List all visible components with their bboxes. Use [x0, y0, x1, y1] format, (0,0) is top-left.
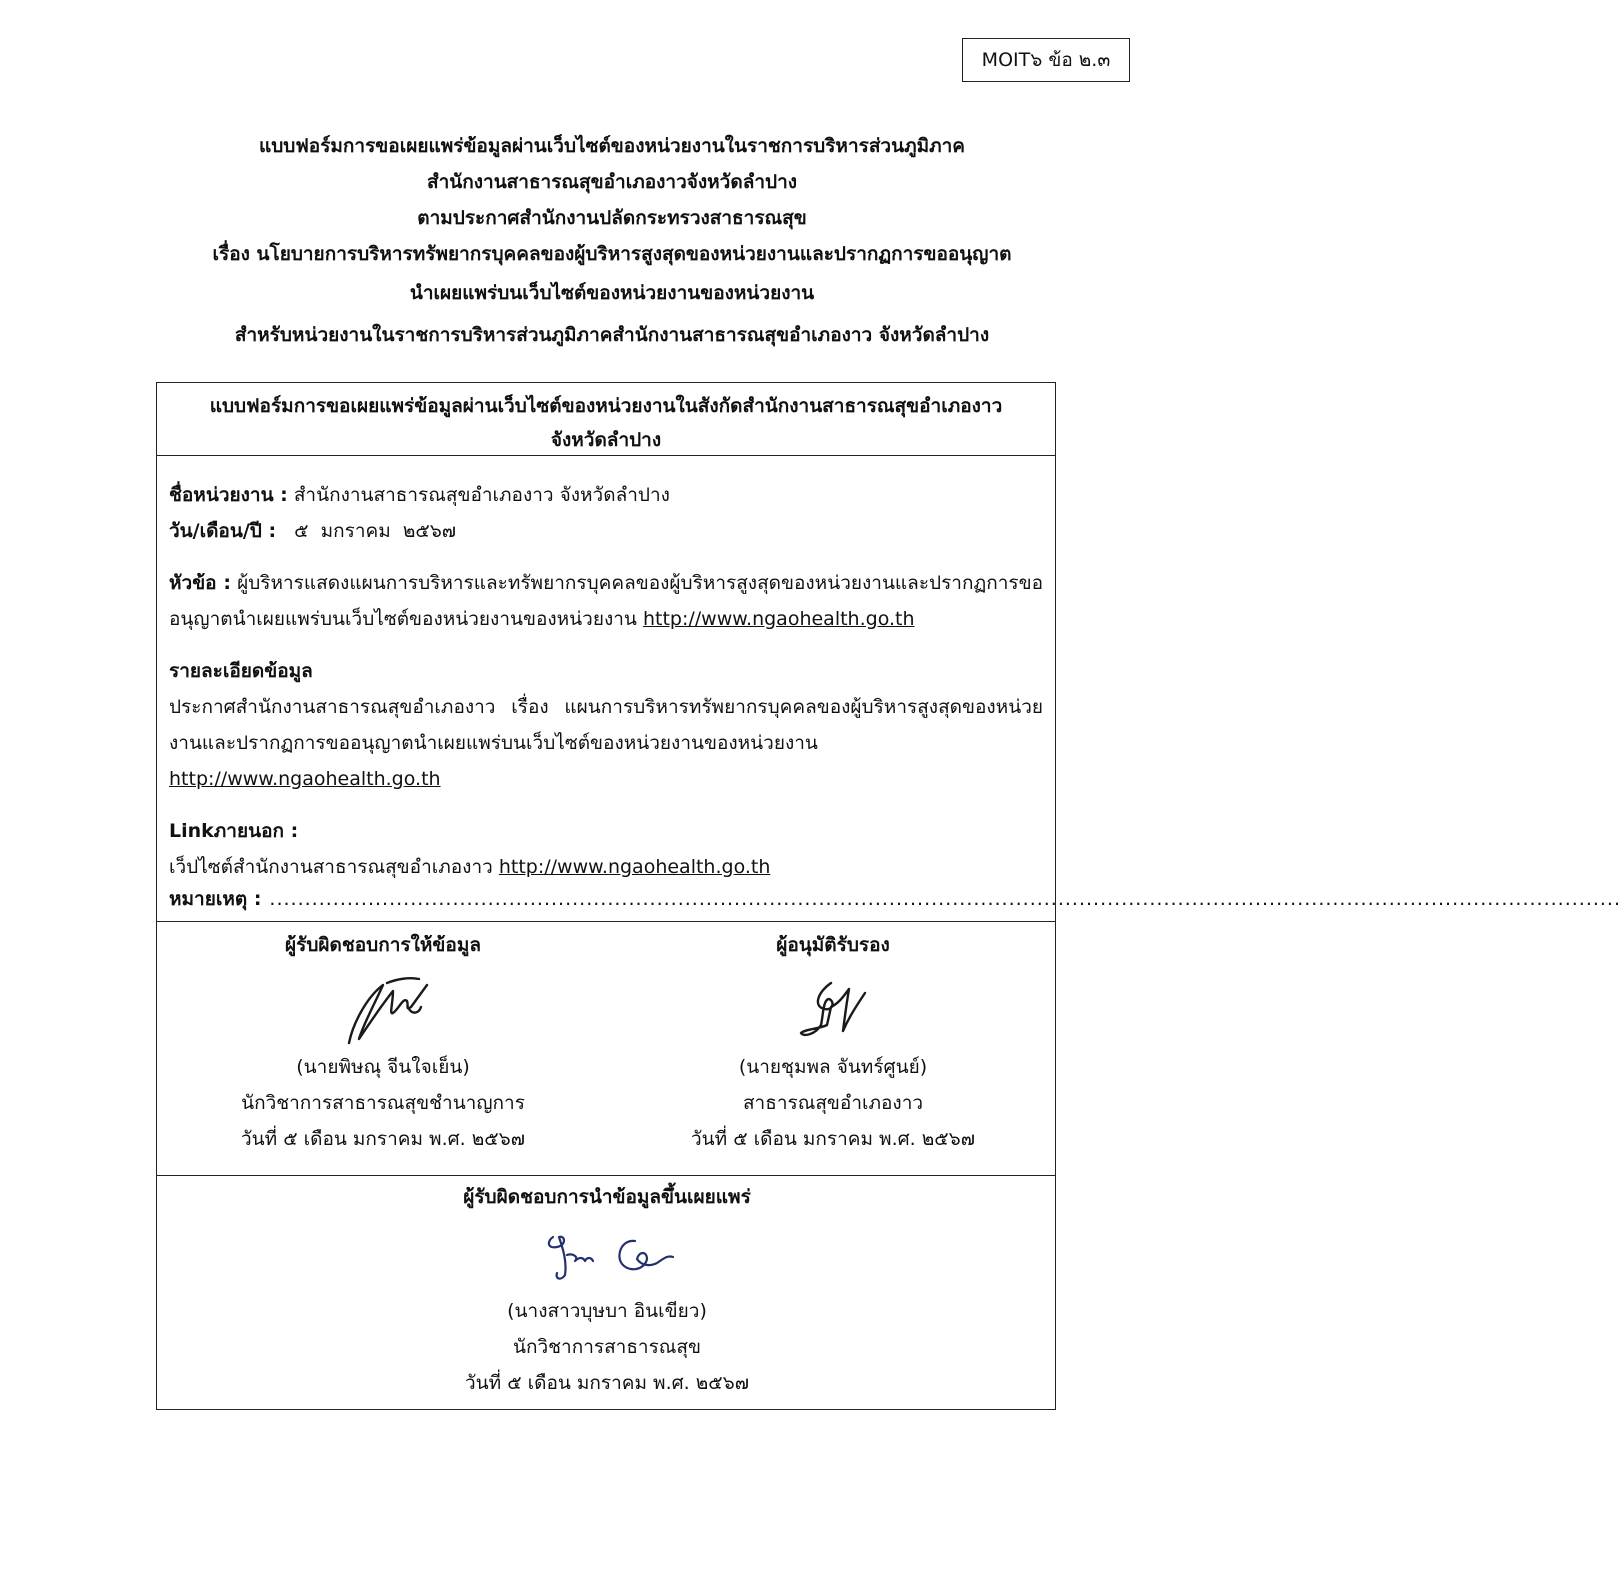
document-heading	[120, 128, 1104, 356]
divider-publisher	[157, 1175, 1055, 1176]
table-title-line-2: จังหวัดลำปาง	[550, 429, 662, 451]
topic-value: ผู้บริหารแสดงแผนการบริหารและทรัพยากรบุคคลของผู้บริหารสูงสุดของหน่วยงานและปรากฏการขออนุญาตนำเผยแพร่บนเว็บไซต์ของหน่วยงานของหน่วยงาน	[169, 572, 1043, 630]
provider-name: (นายพิษณุ จีนใจเย็น)	[296, 1056, 470, 1078]
date-label: วัน/เดือน/ปี :	[169, 520, 277, 542]
heading-line-4: เรื่อง นโยบายการบริหารทรัพยากรบุคคลของผู้บริหารสูงสุดของหน่วยงานและปรากฏการขออนุญาต	[212, 243, 1012, 265]
unit-label: ชื่อหน่วยงาน :	[169, 484, 288, 506]
detail-label: รายละเอียดข้อมูล	[169, 660, 313, 682]
heading-line-6: สำหรับหน่วยงานในราชการบริหารส่วนภูมิภาคสำนักงานสาธารณสุขอำเภองาว จังหวัดลำปาง	[234, 324, 990, 346]
detail-link[interactable]: http://www.ngaohealth.go.th	[169, 768, 441, 790]
approver-position: สาธารณสุขอำเภองาว	[742, 1092, 924, 1114]
document-code-box	[962, 38, 1130, 82]
approver-name: (นายชุมพล จันทร์ศูนย์)	[738, 1056, 928, 1078]
topic-label: หัวข้อ :	[169, 572, 231, 594]
approver-signature-image	[773, 963, 893, 1049]
table-title	[157, 389, 1055, 457]
provider-signature-block	[163, 927, 603, 1157]
approver-role: ผู้อนุมัติรับรอง	[776, 934, 890, 956]
provider-date: วันที่ ๕ เดือน มกราคม พ.ศ. ๒๕๖๗	[240, 1128, 526, 1150]
request-form-table	[156, 382, 1621, 1410]
unit-row	[169, 477, 1043, 513]
table-title-line-1: แบบฟอร์มการขอเผยแพร่ข้อมูลผ่านเว็บไซต์ของหน่วยงานในสังกัดสำนักงานสาธารณสุขอำเภองาว	[209, 395, 1003, 417]
heading-line-5: นำเผยแพร่บนเว็บไซต์ของหน่วยงานของหน่วยงาน	[409, 282, 815, 304]
remark-label: หมายเหตุ :	[169, 888, 262, 910]
detail-text: ประกาศสำนักงานสาธารณสุขอำเภองาว เรื่อง แผนการบริหารทรัพยากรบุคคลของผู้บริหารสูงสุดของหน่วยงานและปรากฏการขออนุญาตนำเผยแพร่บนเว็บไซต์ของหน่วยงานของหน่วยงาน	[169, 696, 1043, 754]
document-code: MOIT๖ ข้อ ๒.๓	[981, 49, 1111, 71]
remark-dots: ................................................................................................................................................................................................	[269, 888, 1621, 910]
provider-role: ผู้รับผิดชอบการให้ข้อมูล	[285, 934, 481, 956]
external-link-row	[169, 849, 1043, 885]
remark-row	[169, 885, 1621, 913]
divider-signatures	[157, 921, 1055, 922]
external-link-label: Linkภายนอก :	[169, 820, 299, 842]
provider-position: นักวิชาการสาธารณสุขชำนาญการ	[241, 1092, 525, 1114]
external-link[interactable]: http://www.ngaohealth.go.th	[498, 856, 771, 878]
publisher-name: (นางสาวบุษบา อินเขียว)	[507, 1300, 707, 1322]
external-link-text: เว็ปไซต์สำนักงานสาธารณสุขอำเภองาว	[169, 856, 499, 878]
date-row	[169, 513, 1043, 549]
topic-row	[169, 565, 1043, 637]
approver-date: วันที่ ๕ เดือน มกราคม พ.ศ. ๒๕๖๗	[690, 1128, 976, 1150]
approver-signature-block	[613, 927, 1053, 1157]
publisher-date: วันที่ ๕ เดือน มกราคม พ.ศ. ๒๕๖๗	[464, 1372, 750, 1394]
topic-link[interactable]: http://www.ngaohealth.go.th	[642, 608, 915, 630]
publisher-role: ผู้รับผิดชอบการนำข้อมูลขึ้นเผยแพร่	[463, 1186, 751, 1208]
date-value: ๕ มกราคม ๒๕๖๗	[276, 520, 457, 542]
heading-line-2: สำนักงานสาธารณสุขอำเภองาวจังหวัดลำปาง	[426, 171, 798, 193]
publisher-signature-block	[387, 1179, 827, 1401]
unit-value: สำนักงานสาธารณสุขอำเภองาว จังหวัดลำปาง	[287, 484, 670, 506]
heading-line-3: ตามประกาศสำนักงานปลัดกระทรวงสาธารณสุข	[417, 207, 807, 229]
publisher-signature-image	[517, 1215, 697, 1293]
form-details-section	[169, 477, 1621, 913]
divider-title	[157, 455, 1055, 456]
publisher-position: นักวิชาการสาธารณสุข	[512, 1336, 702, 1358]
provider-signature-image	[323, 963, 443, 1049]
heading-line-1: แบบฟอร์มการขอเผยแพร่ข้อมูลผ่านเว็บไซต์ของหน่วยงานในราชการบริหารส่วนภูมิภาค	[258, 135, 966, 157]
